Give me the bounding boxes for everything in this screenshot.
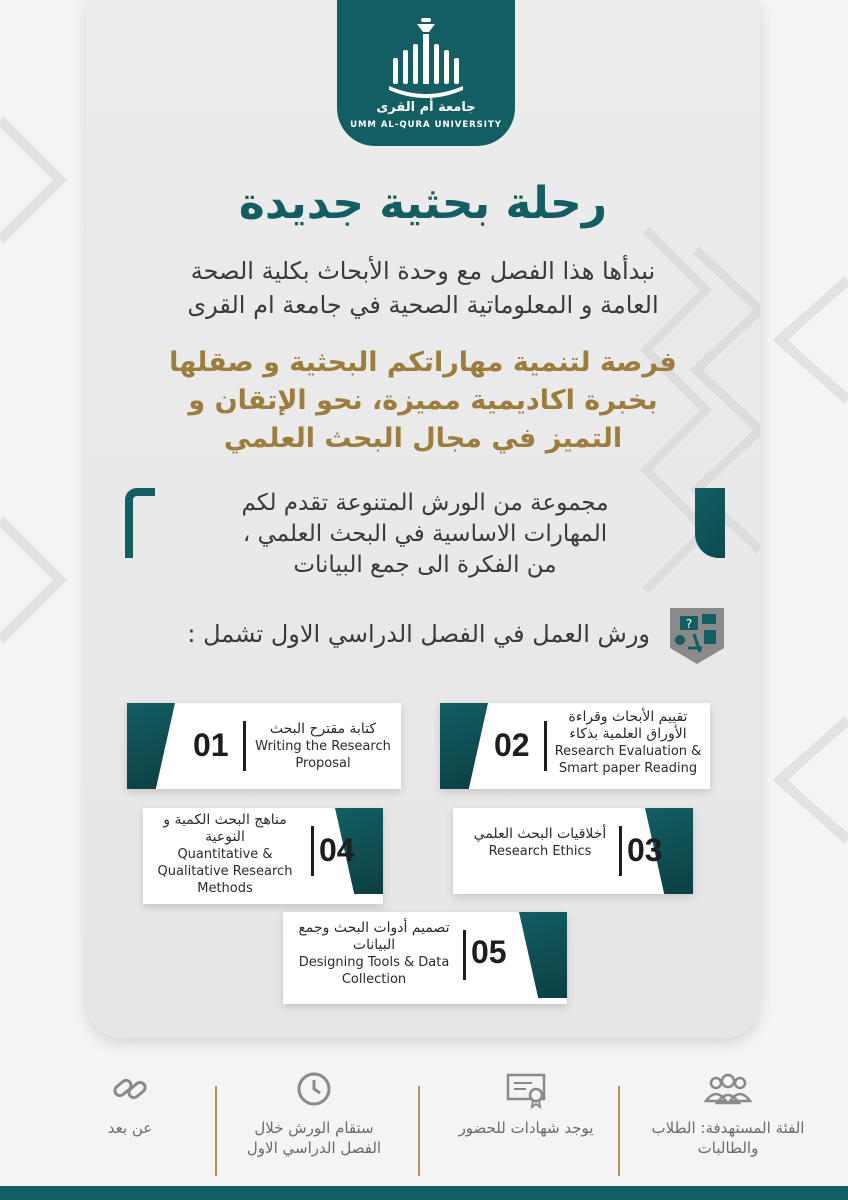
bracket-right xyxy=(695,488,725,558)
summary-text xyxy=(165,488,685,581)
workshop-number: 04 xyxy=(319,832,355,868)
tile-separator xyxy=(544,721,547,771)
workshop-number: 05 xyxy=(471,934,507,970)
footer-text: الفئة المستهدفة: الطلاب والطالبات xyxy=(651,1119,805,1157)
certificate-icon xyxy=(504,1069,548,1109)
footer-text: عن بعد xyxy=(107,1119,153,1137)
workshop-number: 01 xyxy=(193,727,229,763)
university-logo xyxy=(337,0,515,146)
university-crest-icon xyxy=(383,10,469,100)
people-group-icon xyxy=(702,1069,754,1109)
workshop-tile-01 xyxy=(127,703,401,789)
workshop-tile-05 xyxy=(283,912,567,1004)
workshop-title-ar: تصميم أدوات البحث وجمع البيانات xyxy=(298,920,450,953)
link-icon xyxy=(110,1069,150,1109)
highlight-line: فرصة لتنمية مهاراتكم البحثية و صقلها xyxy=(169,347,677,378)
tile-accent xyxy=(127,703,175,789)
intro-text xyxy=(120,254,726,322)
workshop-tile-04 xyxy=(143,808,383,904)
clock-icon xyxy=(294,1069,334,1109)
tile-accent xyxy=(519,912,567,998)
bracket-left xyxy=(125,488,155,558)
intro-line: نبدأها هذا الفصل مع وحدة الأبحاث بكلية الصحة xyxy=(190,257,656,285)
intro-line: العامة و المعلوماتية الصحية في جامعة ام القرى xyxy=(187,291,659,319)
tile-separator xyxy=(311,826,314,876)
workshop-title-ar: كتابة مقترح البحث xyxy=(269,721,377,737)
footer-item-certificate xyxy=(446,1066,606,1138)
workshop-title-ar: أخلاقيات البحث العلمي xyxy=(473,826,607,842)
logo-english-name: UMM AL-QURA UNIVERSITY xyxy=(350,120,502,130)
workshop-tile-03 xyxy=(453,808,693,894)
workshop-title-ar: مناهج البحث الكمية و النوعية xyxy=(163,812,287,845)
footer-text: يوجد شهادات للحضور xyxy=(458,1119,594,1137)
tile-accent xyxy=(440,703,488,789)
footer-item-remote xyxy=(50,1066,210,1138)
highlight-line: بخبرة اكاديمية مميزة، نحو الإتقان و xyxy=(188,385,658,416)
footer-item-audience xyxy=(648,1066,808,1158)
summary-line: من الفكرة الى جمع البيانات xyxy=(293,552,557,578)
footer-text: ستقام الورش خلال الفصل الدراسي الاول xyxy=(246,1119,382,1157)
highlight-line: التميز في مجال البحث العلمي xyxy=(223,423,623,454)
workshop-title-en: Designing Tools & Data Collection xyxy=(298,955,450,987)
footer-divider xyxy=(618,1086,620,1176)
workshop-tile-02 xyxy=(440,703,710,789)
bottom-band xyxy=(0,1186,848,1200)
tile-separator xyxy=(463,930,466,980)
tile-separator xyxy=(619,826,622,876)
workshop-title-en: Quantitative & Qualitative Research Methods xyxy=(157,847,293,896)
footer-item-schedule xyxy=(234,1066,394,1158)
page-title: رحلة بحثية جديدة xyxy=(238,178,608,229)
summary-line: مجموعة من الورش المتنوعة تقدم لكم xyxy=(241,490,609,516)
workshop-number: 03 xyxy=(627,832,663,868)
workshop-number: 02 xyxy=(494,727,530,763)
footer xyxy=(0,1066,848,1176)
workshops-heading: ورش العمل في الفصل الدراسي الاول تشمل : xyxy=(187,620,650,648)
highlight-text xyxy=(120,344,726,458)
workshop-title-en: Writing the Research Proposal xyxy=(255,739,391,771)
workshop-title-ar: تقييم الأبحاث وقراءة الأوراق العلمية بذكاء xyxy=(568,709,688,742)
svg-text:?: ? xyxy=(685,617,693,631)
footer-divider xyxy=(215,1086,217,1176)
workshop-title-en: Research Ethics xyxy=(488,844,592,859)
logo-arabic-name: جامعة أم القرى xyxy=(376,100,476,115)
summary-line: المهارات الاساسية في البحث العلمي ، xyxy=(242,521,608,547)
research-tools-icon xyxy=(666,604,728,666)
workshop-title-en: Research Evaluation & Smart paper Reading xyxy=(554,744,702,776)
footer-divider xyxy=(418,1086,420,1176)
tile-separator xyxy=(243,721,246,771)
summary-box xyxy=(125,488,725,588)
